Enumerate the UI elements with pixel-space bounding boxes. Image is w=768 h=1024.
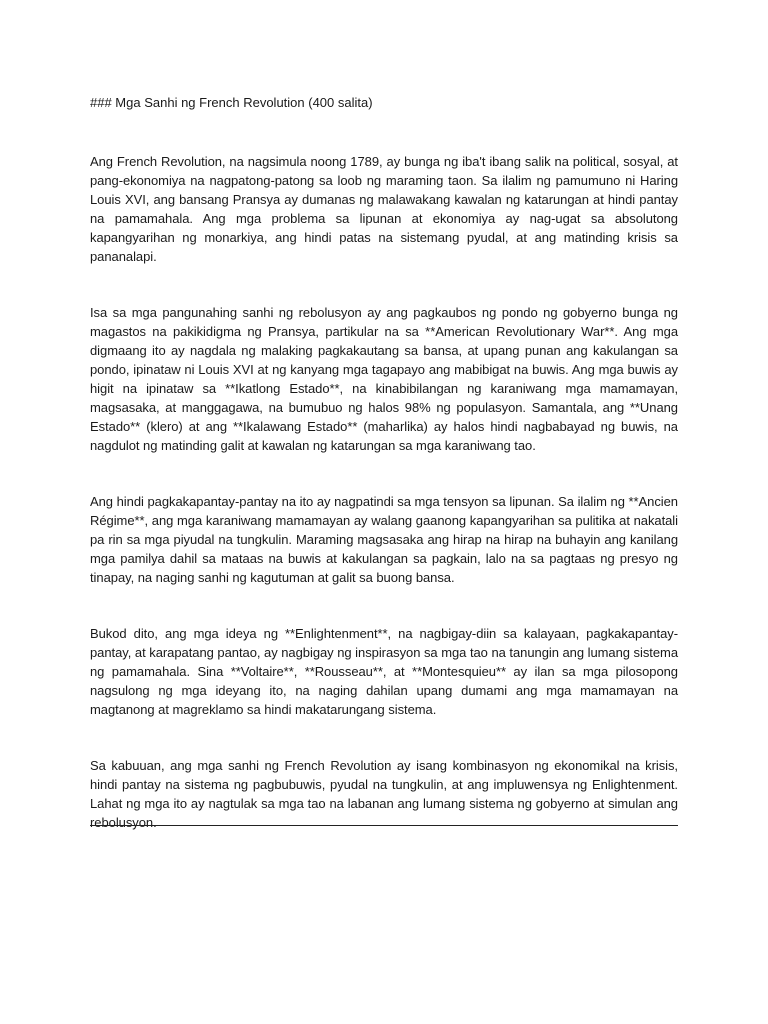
document-heading: ### Mga Sanhi ng French Revolution (400 salita) [90,95,373,110]
paragraph-financial-crisis: Isa sa mga pangunahing sanhi ng rebolusyon ay ang pagkaubos ng pondo ng gobyerno bunga ng magastos na pakikidigma ng Pransya, partikular na sa **American Revolutionary War**. Ang mga digmaang ito ay nagdala ng malaking pagkakautang sa bansa, at upang punan ang kakulangan sa pondo, ipinataw ni Louis XVI at ng kanyang mga tagapayo ang mabibigat na buwis. Ang mga buwis ay higit na ipinataw sa **Ikatlong Estado**, na kinabibilangan ng karaniwang mga mamamayan, magsasaka, at manggagawa, na bumubuo ng halos 98% ng populasyon. Samantala, ang **Unang Estado** (klero) at ang **Ikalawang Estado** (maharlika) ay halos hindi nagbabayad ng buwis, na nagdulot ng matinding galit at kawalan ng katarungan sa mga karaniwang tao. [90,305,678,453]
paragraph-intro: Ang French Revolution, na nagsimula noong 1789, ay bunga ng iba't ibang salik na political, sosyal, at pang-ekonomiya na nagpatong-patong sa loob ng maraming taon. Sa ilalim ng pamumuno ni Haring Louis XVI, ang bansang Pransya ay dumanas ng malawakang kawalan ng katarungan at hindi pantay na pamamahala. Ang mga problema sa lipunan at ekonomiya ay nag-ugat sa absolutong kapangyarihan ng monarkiya, ang hindi patas na sistemang pyudal, at ang matinding krisis sa pananalapi. [90,154,678,264]
document-page [90,93,678,869]
paragraph-conclusion: Sa kabuuan, ang mga sanhi ng French Revolution ay isang kombinasyon ng ekonomikal na krisis, hindi pantay na sistema ng pagbubuwis, pyudal na tungkulin, at ang impluwensya ng Enlightenment. Lahat ng mga ito ay nagtulak sa mga tao na labanan ang lumang sistema ng gobyerno at simulan ang rebolusyon. [90,758,678,830]
paragraph-enlightenment: Bukod dito, ang mga ideya ng **Enlightenment**, na nagbigay-diin sa kalayaan, pagkakapantay-pantay, at karapatang pantao, ay nagbigay ng inspirasyon sa mga tao na tanungin ang lumang sistema ng pamamahala. Sina **Voltaire**, **Rousseau**, at **Montesquieu** ay ilan sa mga pilosopong nagsulong ng mga ideyang ito, na naging dahilan upang dumami ang mga mamamayan na magtanong at magreklamo sa hindi makatarungang sistema. [90,626,678,717]
horizontal-divider [90,825,678,826]
paragraph-inequality: Ang hindi pagkakapantay-pantay na ito ay nagpatindi sa mga tensyon sa lipunan. Sa ilalim ng **Ancien Régime**, ang mga karaniwang mamamayan ay walang gaanong kapangyarihan sa pulitika at nakatali pa rin sa mga piyudal na tungkulin. Maraming magsasaka ang hirap na hirap na buhayin ang kanilang mga pamilya dahil sa mataas na buwis at kakulangan sa pagkain, lalo na sa pagtaas ng presyo ng tinapay, na naging sanhi ng kagutuman at galit sa buong bansa. [90,494,678,585]
